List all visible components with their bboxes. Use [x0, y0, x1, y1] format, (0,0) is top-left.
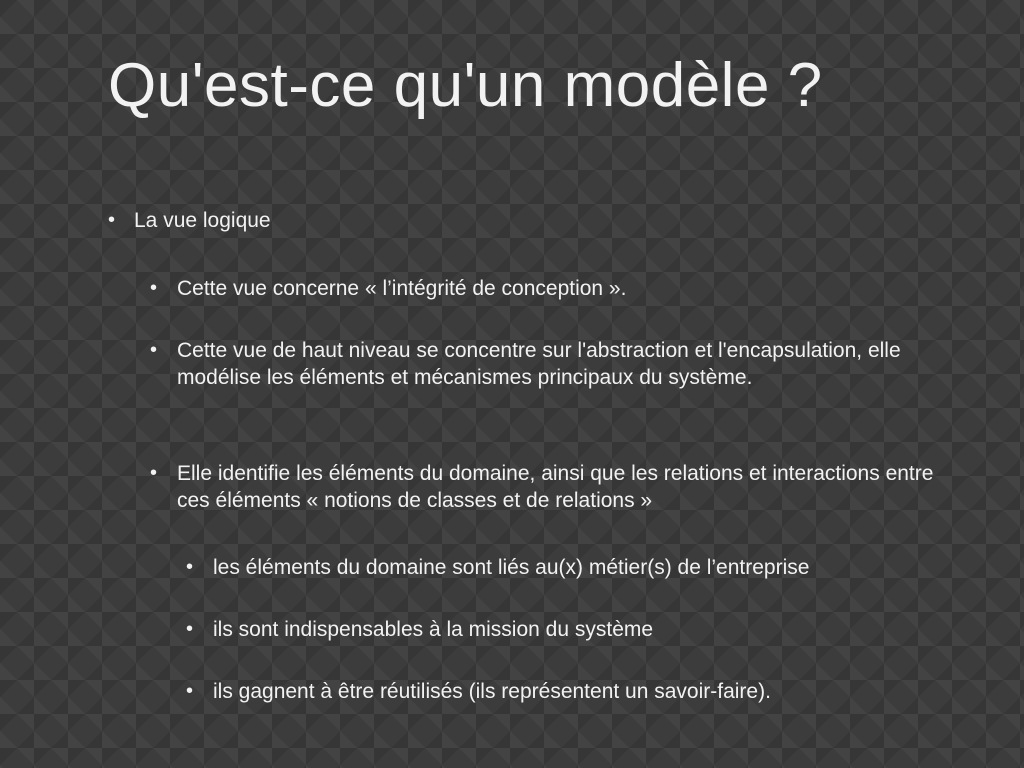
bullet-text: ils sont indispensables à la mission du système: [213, 618, 654, 641]
bullet-text: Cette vue de haut niveau se concentre sur l'abstraction et l'encapsulation, elle modélise les éléments et mécanismes principaux du système.: [177, 339, 901, 389]
bullet-dot-icon: •: [186, 680, 194, 702]
bullet-dot-icon: •: [150, 277, 158, 299]
bullet-dot-icon: •: [186, 618, 194, 640]
bullet-text: ils gagnent à être réutilisés (ils représentent un savoir-faire).: [213, 680, 771, 703]
bullet-dot-icon: •: [108, 209, 116, 231]
bullet-dot-icon: •: [150, 462, 158, 484]
bullet-dot-icon: •: [186, 556, 194, 578]
slide-title: Qu'est-ce qu'un modèle ?: [108, 51, 823, 120]
bullet-text: La vue logique: [134, 209, 271, 232]
bullet-text: Cette vue concerne « l’intégrité de conception ».: [177, 277, 627, 300]
bullet-text: Elle identifie les éléments du domaine, ainsi que les relations et interactions entre ces éléments « notions de classes et de relations »: [177, 462, 934, 512]
bullet-text: les éléments du domaine sont liés au(x) métier(s) de l’entreprise: [213, 556, 810, 579]
bullet-dot-icon: •: [150, 339, 158, 361]
